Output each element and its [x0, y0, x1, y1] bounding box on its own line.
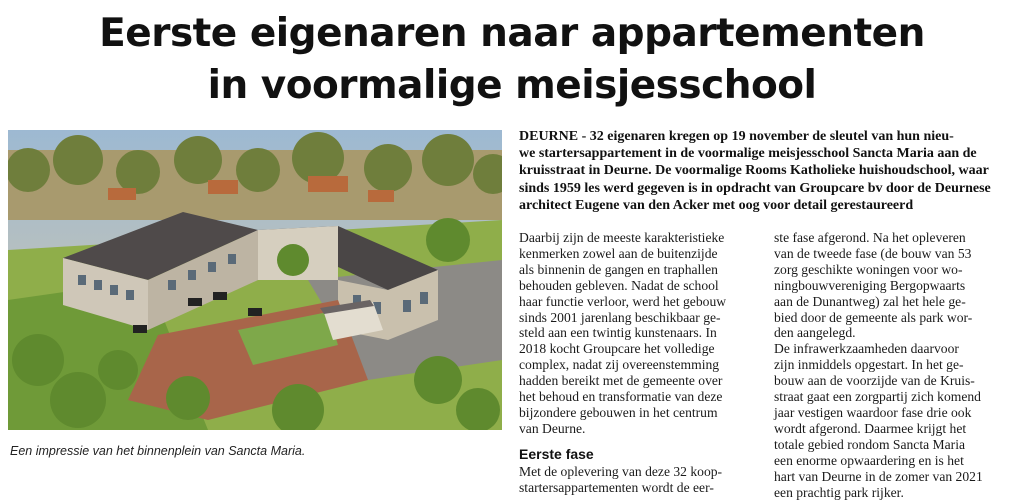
body-line: wordt afgerond. Daarmee krijgt het	[774, 421, 1022, 437]
body-line: een prachtig park rijker.	[774, 485, 1022, 500]
body-line: Daarbij zijn de meeste karakteristieke	[519, 230, 769, 246]
body-line: ningbouwvereniging Bergopwaarts	[774, 278, 1022, 294]
lead-line: architect Eugene van den Acker met oog voor detail gerestaureerd	[519, 197, 1019, 214]
lead-paragraph	[519, 128, 1019, 214]
photo-caption: Een impressie van het binnenplein van Sancta Maria.	[10, 444, 504, 458]
body-line: De infrawerkzaamheden daarvoor	[774, 341, 1022, 357]
article-photo	[8, 130, 502, 430]
body-line: startersappartementen wordt de eer-	[519, 480, 769, 496]
headline	[0, 8, 1024, 112]
body-line: 2018 kocht Groupcare het volledige	[519, 341, 769, 357]
body-line: hadden bereikt met de gemeente over	[519, 373, 769, 389]
body-line: van de tweede fase (de bouw van 53	[774, 246, 1022, 262]
headline-line-2: in voormalige meisjesschool	[0, 60, 1024, 112]
body-line: zorg geschikte woningen voor wo-	[774, 262, 1022, 278]
headline-line-1: Eerste eigenaren naar appartementen	[0, 8, 1024, 60]
body-line: Met de oplevering van deze 32 koop-	[519, 464, 769, 480]
body-line: haar functie verloor, werd het gebouw	[519, 294, 769, 310]
body-line: hart van Deurne in de zomer van 2021	[774, 469, 1022, 485]
lead-line: sinds 1959 les werd gegeven is in opdracht van Groupcare bv door de Deurnese	[519, 180, 1019, 197]
body-column-1	[519, 230, 769, 496]
body-line: als binnenin de gangen en traphallen	[519, 262, 769, 278]
body-line: bied door de gemeente als park wor-	[774, 310, 1022, 326]
body-line: den aangelegd.	[774, 325, 1022, 341]
body-line: een enorme opwaardering en is het	[774, 453, 1022, 469]
body-line: aan de Dunantweg) zal het hele ge-	[774, 294, 1022, 310]
lead-line: kruisstraat in Deurne. De voormalige Rooms Katholieke huishoudschool, waar	[519, 162, 1019, 179]
body-line: van Deurne.	[519, 421, 769, 437]
lead-line: DEURNE - 32 eigenaren kregen op 19 november de sleutel van hun nieu-	[519, 128, 1019, 145]
body-line: totale gebied rondom Sancta Maria	[774, 437, 1022, 453]
section-subhead: Eerste fase	[519, 447, 769, 463]
body-line: kenmerken zowel aan de buitenzijde	[519, 246, 769, 262]
building-impression-illustration	[8, 130, 502, 430]
body-line: behouden gebleven. Nadat de school	[519, 278, 769, 294]
body-column-2	[774, 230, 1022, 500]
body-line: ste fase afgerond. Na het opleveren	[774, 230, 1022, 246]
body-line: zijn inmiddels opgestart. In het ge-	[774, 357, 1022, 373]
body-line: jaar vestigen waardoor fase drie ook	[774, 405, 1022, 421]
body-line: complex, nadat zij overeenstemming	[519, 357, 769, 373]
body-line: sinds 2001 jarenlang beschikbaar ge-	[519, 310, 769, 326]
body-line: steld aan een twintig kunstenaars. In	[519, 325, 769, 341]
body-line: straat gaat een zorgpartij zich komend	[774, 389, 1022, 405]
body-line: bijzondere gebouwen in het centrum	[519, 405, 769, 421]
lead-line: we startersappartement in de voormalige meisjesschool Sancta Maria aan de	[519, 145, 1019, 162]
body-line: het behoud en transformatie van deze	[519, 389, 769, 405]
body-line: bouw aan de voorzijde van de Kruis-	[774, 373, 1022, 389]
